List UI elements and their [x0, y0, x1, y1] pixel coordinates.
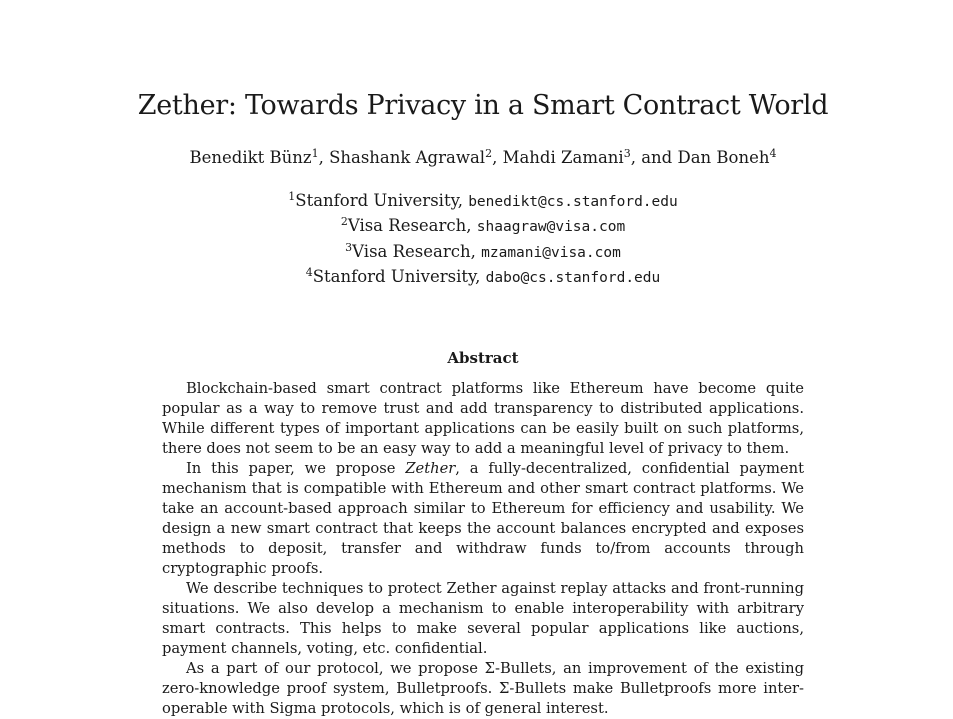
abstract-body — [162, 379, 804, 719]
abstract-paragraph: As a part of our protocol, we propose Σ-Bullets, an improvement of the existing zero-knowledge proof system, Bulletproofs. Σ-Bullets make Bulletproofs more inter-operable with Sigma protocols, which is of general interest. — [162, 660, 804, 717]
affiliation-email[interactable]: shaagraw@visa.com — [476, 219, 626, 236]
affiliation-line — [0, 189, 953, 214]
affiliation-email[interactable]: mzamani@visa.com — [481, 244, 621, 261]
author-affiliation-mark: 3 — [623, 147, 631, 160]
abstract-text: , a fully-decentralized, confidential payment mechanism that is compatible with Ethereum and other smart contract platforms. We take an account-based approach similar to Ethereum for efficiency and usability. We design a new smart contract that keeps the account balances encrypted and exposes methods to deposit, transfer and withdraw funds to/from accounts through cryptographic proofs. — [162, 460, 804, 577]
affiliation-org: Stanford University, — [295, 191, 469, 210]
affiliation-line — [0, 265, 953, 290]
affiliation-mark: 4 — [305, 265, 313, 279]
abstract-emphasis: Zether — [405, 460, 456, 477]
affiliation-line — [0, 214, 953, 239]
affiliation-mark: 2 — [340, 215, 348, 229]
paper-title: Zether: Towards Privacy in a Smart Contract World — [137, 90, 829, 121]
affiliation-org: Visa Research, — [347, 216, 477, 236]
abstract-paragraph — [162, 459, 804, 579]
abstract-text: In this paper, we propose — [186, 460, 406, 477]
author-name: Dan Boneh — [677, 148, 770, 167]
author-affiliation-mark: 2 — [485, 147, 493, 160]
author-name: Benedikt Bünz — [189, 148, 312, 167]
affiliation-mark: 3 — [345, 240, 353, 254]
author-name: Shashank Agrawal — [329, 148, 486, 167]
affiliation-email[interactable]: dabo@cs.stanford.edu — [485, 269, 661, 286]
affiliation-org: Visa Research, — [352, 241, 482, 261]
affiliation-line — [0, 240, 953, 265]
abstract-heading: Abstract — [447, 349, 519, 367]
author-affiliation-mark: 1 — [311, 147, 319, 160]
affiliation-email[interactable]: benedikt@cs.stanford.edu — [468, 194, 678, 210]
author-separator: , — [318, 148, 330, 167]
author-separator: , and — [630, 148, 678, 167]
author-separator: , — [492, 148, 503, 167]
affiliation-list — [0, 189, 953, 290]
abstract-paragraph: We describe techniques to protect Zether against replay attacks and front-running situations. We also develop a mechanism to enable interoperability with arbitrary smart contracts. This helps to make several popular applications like auctions, payment channels, voting, etc. confidential. — [162, 580, 804, 657]
affiliation-org: Stanford University, — [312, 266, 486, 286]
author-list — [0, 146, 953, 170]
abstract-paragraph: Blockchain-based smart contract platforms like Ethereum have become quite popular as a way to remove trust and add transparency to distributed applications. While different types of important applications can be easily built on such platforms, there does not seem to be an easy way to add a meaningful level of privacy to them. — [162, 380, 804, 457]
affiliation-mark: 1 — [288, 190, 296, 203]
author-name: Mahdi Zamani — [502, 148, 624, 167]
author-affiliation-mark: 4 — [769, 147, 777, 160]
